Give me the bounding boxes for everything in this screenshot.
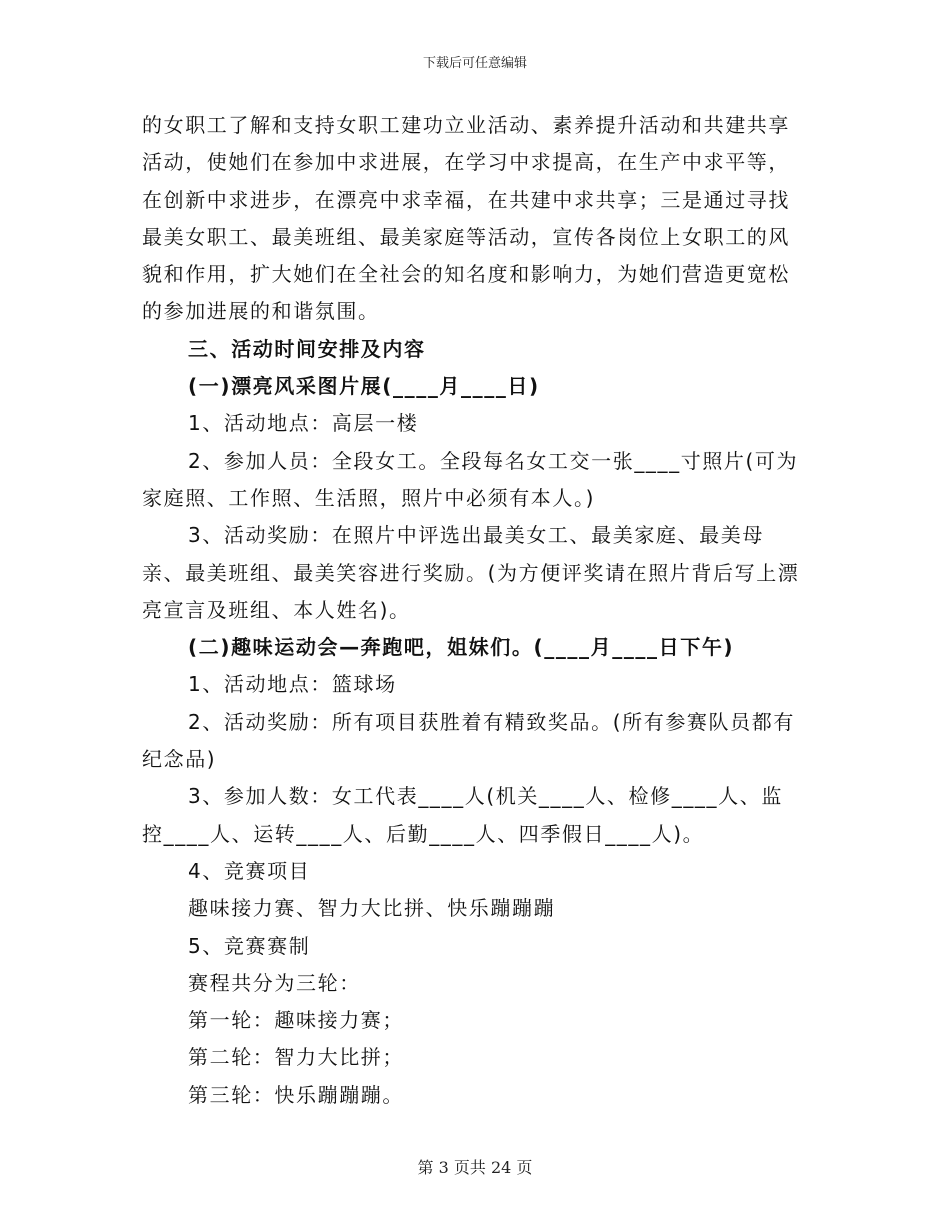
list-item-participants-1: 2、参加人员：全段女工。全段每名女工交一张____寸照片(可为家庭照、工作照、生活照，照片中必须有本人。) bbox=[142, 448, 799, 510]
list-item-location-1: 1、活动地点：高层一楼 bbox=[188, 411, 419, 436]
subsection-heading-1: (一)漂亮风采图片展(____月____日) bbox=[188, 374, 540, 399]
page-header: 下载后可任意编辑 bbox=[422, 56, 527, 71]
page-footer: 第 3 页共 24 页 bbox=[417, 1158, 533, 1177]
list-item-participants-2: 3、参加人数：女工代表____人(机关____人、检修____人、监控____人、运转____人、后勤____人、四季假日____人)。 bbox=[142, 784, 783, 846]
list-item-awards-2: 2、活动奖励：所有项目获胜着有精致奖品。(所有参赛队员都有纪念品) bbox=[142, 709, 795, 772]
paragraph-continuation: 的女职工了解和支持女职工建功立业活动、素养提升活动和共建共享活动，使她们在参加中求进展，在学习中求提高，在生产中求平等，在创新中求进步，在漂亮中求幸福，在共建中求共享；三是通过寻找最美女职工、最美班组、最美家庭等活动，宣传各岗位上女职工的风貌和作用，扩大她们在全社会的知名度和影响力，为她们营造更宽松的参加进展的和谐氛围。 bbox=[142, 113, 790, 324]
list-item-awards-1: 3、活动奖励：在照片中评选出最美女工、最美家庭、最美母亲、最美班组、最美笑容进行奖励。(为方便评奖请在照片背后写上漂亮宣言及班组、本人姓名)。 bbox=[142, 523, 800, 622]
document-body bbox=[142, 107, 802, 1114]
round-2: 第二轮：智力大比拼； bbox=[188, 1045, 404, 1070]
round-1: 第一轮：趣味接力赛； bbox=[188, 1008, 404, 1033]
format-intro: 赛程共分为三轮： bbox=[188, 970, 361, 995]
list-item-format-heading: 5、竞赛赛制 bbox=[188, 933, 311, 958]
subsection-heading-2: (二)趣味运动会—奔跑吧，姐妹们。(____月____日下午) bbox=[188, 635, 735, 660]
list-item-location-2: 1、活动地点：篮球场 bbox=[188, 672, 397, 697]
section-heading-3: 三、活动时间安排及内容 bbox=[188, 336, 426, 361]
round-3: 第三轮：快乐蹦蹦蹦。 bbox=[188, 1082, 404, 1107]
events-list: 趣味接力赛、智力大比拼、快乐蹦蹦蹦 bbox=[188, 896, 556, 921]
list-item-events-heading: 4、竞赛项目 bbox=[188, 858, 311, 883]
